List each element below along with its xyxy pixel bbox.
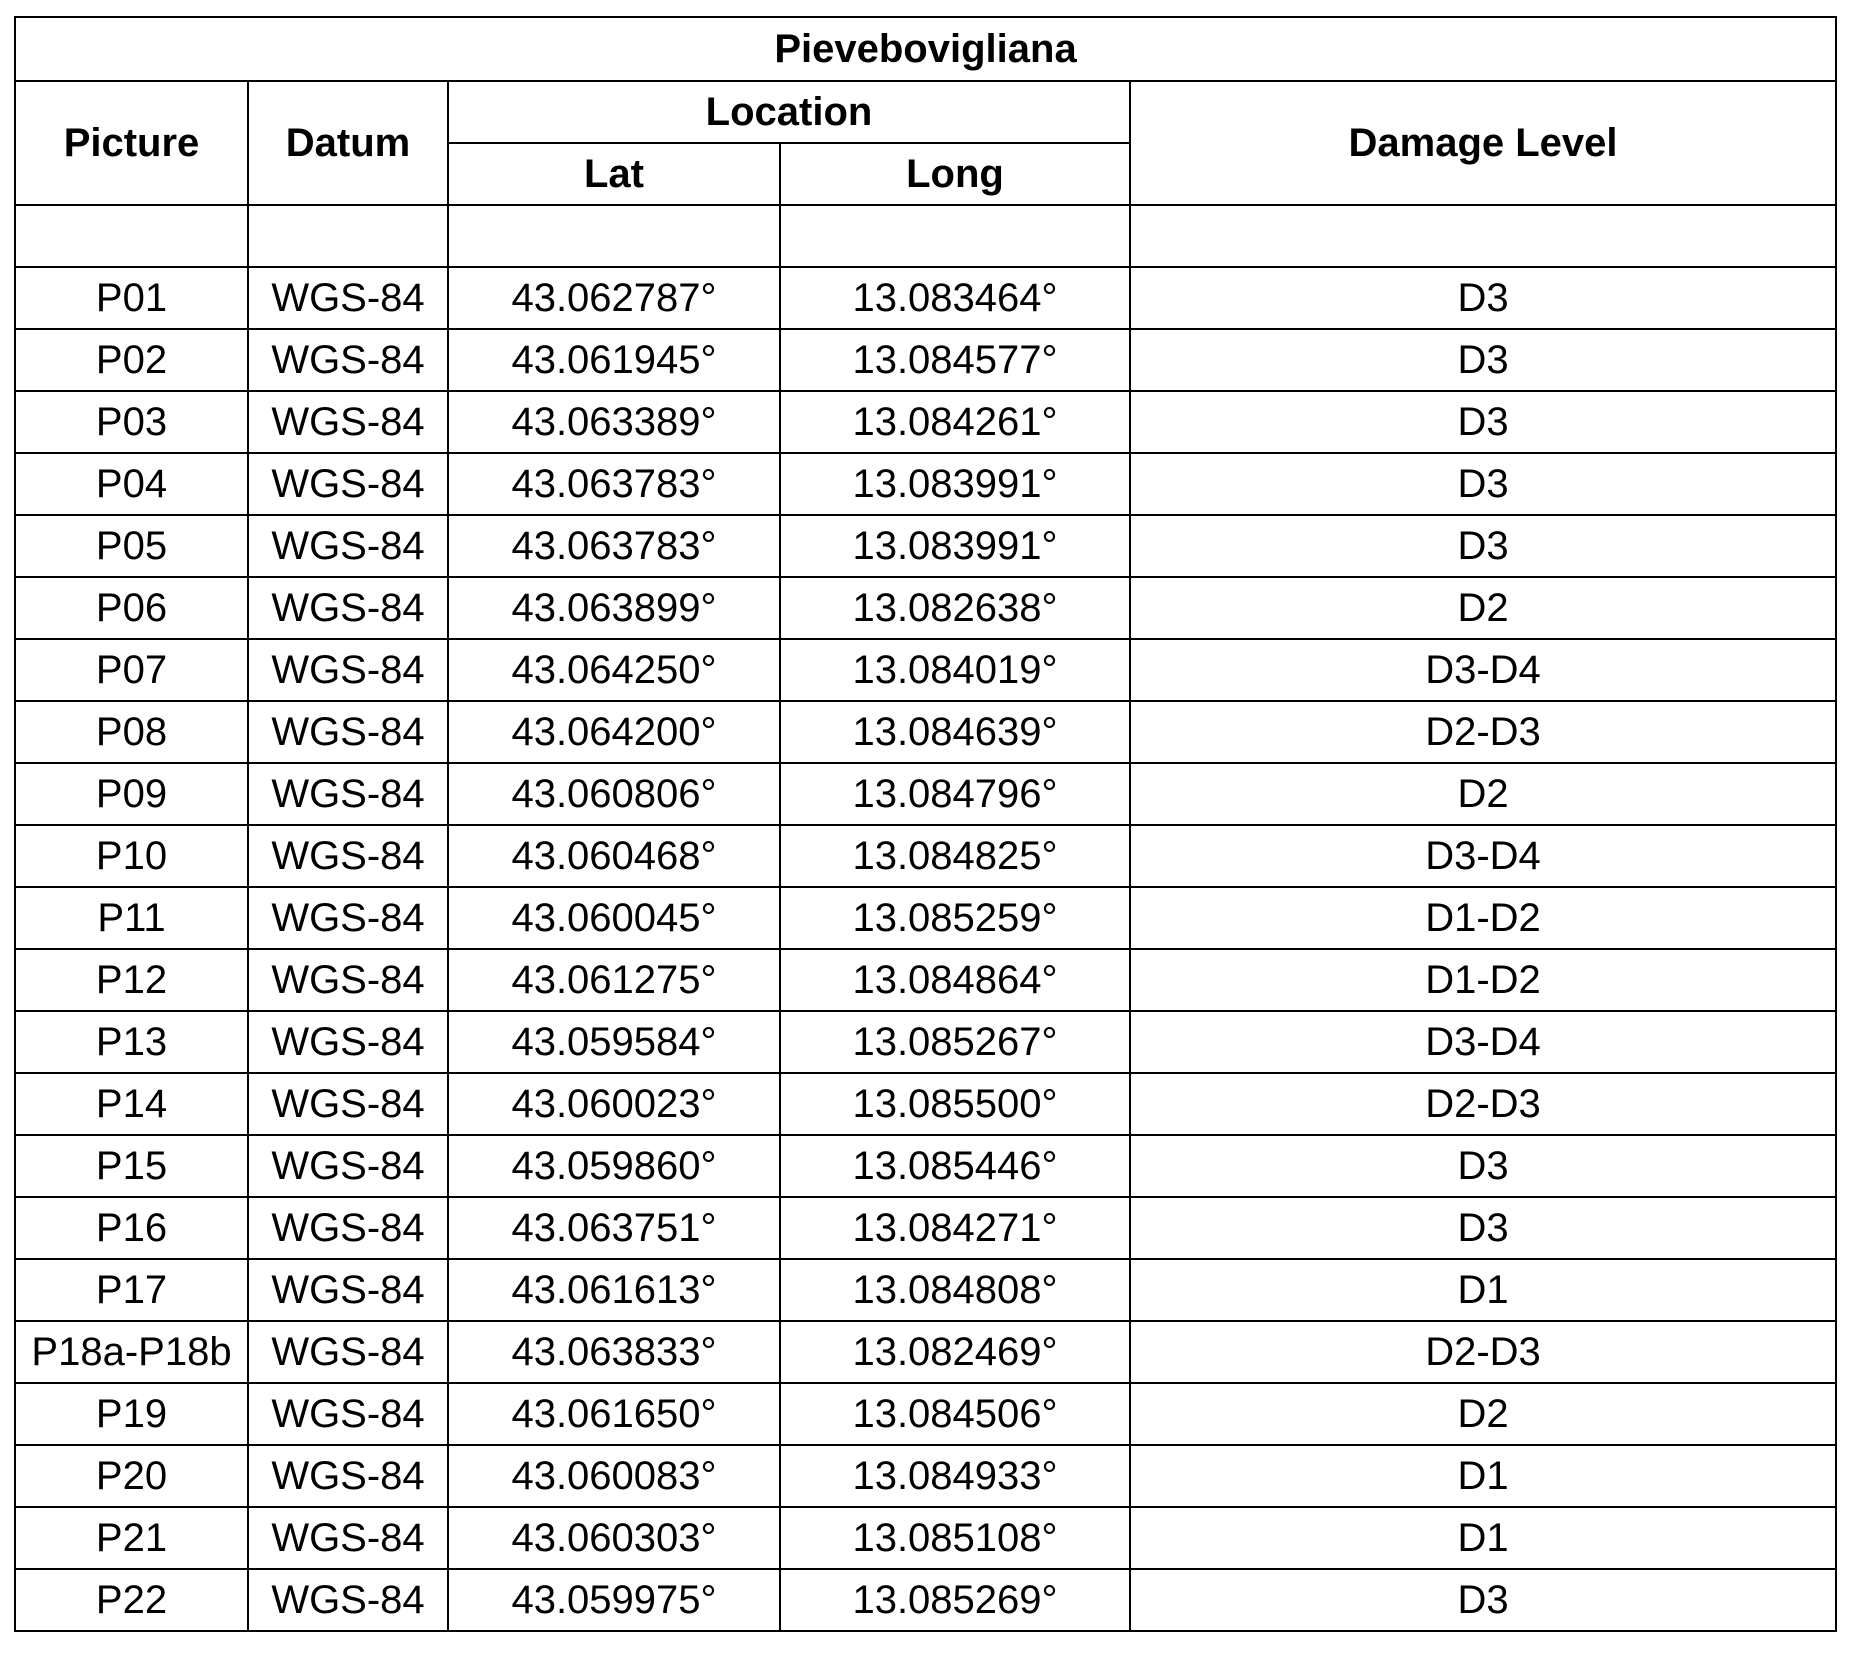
picture-cell: P05 <box>15 515 248 577</box>
long-cell: 13.085108° <box>780 1507 1130 1569</box>
long-cell: 13.084933° <box>780 1445 1130 1507</box>
damage-level-cell: D3 <box>1130 1197 1836 1259</box>
datum-cell: WGS-84 <box>248 701 448 763</box>
table-row <box>15 1011 1836 1073</box>
table-cell <box>1130 205 1836 267</box>
table-body <box>15 205 1836 1631</box>
long-cell: 13.084825° <box>780 825 1130 887</box>
table-row <box>15 701 1836 763</box>
lat-cell: 43.059860° <box>448 1135 780 1197</box>
damage-table <box>14 16 1837 1632</box>
damage-level-cell: D3-D4 <box>1130 639 1836 701</box>
datum-cell: WGS-84 <box>248 1135 448 1197</box>
damage-level-cell: D3 <box>1130 1135 1836 1197</box>
damage-level-cell: D3 <box>1130 267 1836 329</box>
long-cell: 13.085446° <box>780 1135 1130 1197</box>
picture-cell: P18a-P18b <box>15 1321 248 1383</box>
table-row <box>15 391 1836 453</box>
lat-cell: 43.064200° <box>448 701 780 763</box>
long-cell: 13.084864° <box>780 949 1130 1011</box>
datum-cell: WGS-84 <box>248 577 448 639</box>
lat-cell: 43.063751° <box>448 1197 780 1259</box>
lat-cell: 43.060083° <box>448 1445 780 1507</box>
table-row <box>15 639 1836 701</box>
long-cell: 13.084577° <box>780 329 1130 391</box>
lat-cell: 43.063833° <box>448 1321 780 1383</box>
long-cell: 13.082469° <box>780 1321 1130 1383</box>
table-row <box>15 515 1836 577</box>
datum-cell: WGS-84 <box>248 1569 448 1631</box>
damage-level-cell: D1 <box>1130 1445 1836 1507</box>
lat-cell: 43.060303° <box>448 1507 780 1569</box>
table-row <box>15 1259 1836 1321</box>
datum-cell: WGS-84 <box>248 1507 448 1569</box>
table-row <box>15 1383 1836 1445</box>
lat-cell: 43.061945° <box>448 329 780 391</box>
datum-cell: WGS-84 <box>248 1197 448 1259</box>
picture-cell: P04 <box>15 453 248 515</box>
datum-cell: WGS-84 <box>248 763 448 825</box>
table-cell <box>448 205 780 267</box>
header-picture: Picture <box>15 81 248 205</box>
long-cell: 13.083464° <box>780 267 1130 329</box>
damage-level-cell: D3 <box>1130 1569 1836 1631</box>
picture-cell: P13 <box>15 1011 248 1073</box>
table-cell <box>248 205 448 267</box>
picture-cell: P12 <box>15 949 248 1011</box>
datum-cell: WGS-84 <box>248 391 448 453</box>
long-cell: 13.084019° <box>780 639 1130 701</box>
header-row-1 <box>15 81 1836 143</box>
table-row <box>15 1197 1836 1259</box>
table-row <box>15 763 1836 825</box>
damage-level-cell: D2 <box>1130 1383 1836 1445</box>
lat-cell: 43.060468° <box>448 825 780 887</box>
lat-cell: 43.059584° <box>448 1011 780 1073</box>
long-cell: 13.085269° <box>780 1569 1130 1631</box>
damage-level-cell: D2-D3 <box>1130 701 1836 763</box>
table-cell <box>15 205 248 267</box>
title-row <box>15 17 1836 81</box>
table-row <box>15 1569 1836 1631</box>
table-header <box>15 17 1836 205</box>
datum-cell: WGS-84 <box>248 1259 448 1321</box>
picture-cell: P08 <box>15 701 248 763</box>
picture-cell: P06 <box>15 577 248 639</box>
header-long: Long <box>780 143 1130 205</box>
datum-cell: WGS-84 <box>248 515 448 577</box>
picture-cell: P01 <box>15 267 248 329</box>
table-row <box>15 887 1836 949</box>
picture-cell: P21 <box>15 1507 248 1569</box>
table-row <box>15 1445 1836 1507</box>
picture-cell: P10 <box>15 825 248 887</box>
lat-cell: 43.059975° <box>448 1569 780 1631</box>
datum-cell: WGS-84 <box>248 1321 448 1383</box>
damage-level-cell: D2 <box>1130 577 1836 639</box>
picture-cell: P07 <box>15 639 248 701</box>
datum-cell: WGS-84 <box>248 329 448 391</box>
damage-level-cell: D1-D2 <box>1130 887 1836 949</box>
damage-level-cell: D3-D4 <box>1130 825 1836 887</box>
table-row <box>15 825 1836 887</box>
long-cell: 13.084639° <box>780 701 1130 763</box>
datum-cell: WGS-84 <box>248 1011 448 1073</box>
damage-level-cell: D3 <box>1130 453 1836 515</box>
header-location: Location <box>448 81 1130 143</box>
table-row <box>15 1321 1836 1383</box>
long-cell: 13.083991° <box>780 453 1130 515</box>
long-cell: 13.083991° <box>780 515 1130 577</box>
lat-cell: 43.061650° <box>448 1383 780 1445</box>
picture-cell: P03 <box>15 391 248 453</box>
damage-level-cell: D3 <box>1130 329 1836 391</box>
long-cell: 13.084261° <box>780 391 1130 453</box>
header-damage-level: Damage Level <box>1130 81 1836 205</box>
table-row <box>15 1073 1836 1135</box>
lat-cell: 43.061613° <box>448 1259 780 1321</box>
damage-level-cell: D3 <box>1130 391 1836 453</box>
table-cell <box>780 205 1130 267</box>
long-cell: 13.085267° <box>780 1011 1130 1073</box>
datum-cell: WGS-84 <box>248 825 448 887</box>
table-row <box>15 267 1836 329</box>
picture-cell: P22 <box>15 1569 248 1631</box>
damage-level-cell: D2-D3 <box>1130 1321 1836 1383</box>
lat-cell: 43.060806° <box>448 763 780 825</box>
table-row <box>15 1507 1836 1569</box>
long-cell: 13.085500° <box>780 1073 1130 1135</box>
lat-cell: 43.060023° <box>448 1073 780 1135</box>
long-cell: 13.085259° <box>780 887 1130 949</box>
datum-cell: WGS-84 <box>248 1445 448 1507</box>
table-row <box>15 949 1836 1011</box>
lat-cell: 43.063389° <box>448 391 780 453</box>
lat-cell: 43.064250° <box>448 639 780 701</box>
datum-cell: WGS-84 <box>248 949 448 1011</box>
table-title: Pievebovigliana <box>15 17 1836 81</box>
table-row <box>15 577 1836 639</box>
lat-cell: 43.063783° <box>448 453 780 515</box>
datum-cell: WGS-84 <box>248 887 448 949</box>
long-cell: 13.084808° <box>780 1259 1130 1321</box>
long-cell: 13.082638° <box>780 577 1130 639</box>
damage-level-cell: D1 <box>1130 1507 1836 1569</box>
datum-cell: WGS-84 <box>248 1383 448 1445</box>
damage-level-cell: D2-D3 <box>1130 1073 1836 1135</box>
picture-cell: P15 <box>15 1135 248 1197</box>
datum-cell: WGS-84 <box>248 639 448 701</box>
picture-cell: P17 <box>15 1259 248 1321</box>
lat-cell: 43.063899° <box>448 577 780 639</box>
picture-cell: P11 <box>15 887 248 949</box>
header-datum: Datum <box>248 81 448 205</box>
picture-cell: P09 <box>15 763 248 825</box>
damage-level-cell: D3 <box>1130 515 1836 577</box>
table-row <box>15 329 1836 391</box>
blank-row <box>15 205 1836 267</box>
picture-cell: P19 <box>15 1383 248 1445</box>
picture-cell: P02 <box>15 329 248 391</box>
long-cell: 13.084506° <box>780 1383 1130 1445</box>
lat-cell: 43.061275° <box>448 949 780 1011</box>
table-row <box>15 453 1836 515</box>
lat-cell: 43.063783° <box>448 515 780 577</box>
datum-cell: WGS-84 <box>248 453 448 515</box>
header-lat: Lat <box>448 143 780 205</box>
datum-cell: WGS-84 <box>248 1073 448 1135</box>
long-cell: 13.084796° <box>780 763 1130 825</box>
long-cell: 13.084271° <box>780 1197 1130 1259</box>
datum-cell: WGS-84 <box>248 267 448 329</box>
picture-cell: P16 <box>15 1197 248 1259</box>
lat-cell: 43.062787° <box>448 267 780 329</box>
lat-cell: 43.060045° <box>448 887 780 949</box>
table-row <box>15 1135 1836 1197</box>
damage-level-cell: D1-D2 <box>1130 949 1836 1011</box>
picture-cell: P20 <box>15 1445 248 1507</box>
damage-level-cell: D1 <box>1130 1259 1836 1321</box>
damage-level-cell: D2 <box>1130 763 1836 825</box>
picture-cell: P14 <box>15 1073 248 1135</box>
damage-level-cell: D3-D4 <box>1130 1011 1836 1073</box>
